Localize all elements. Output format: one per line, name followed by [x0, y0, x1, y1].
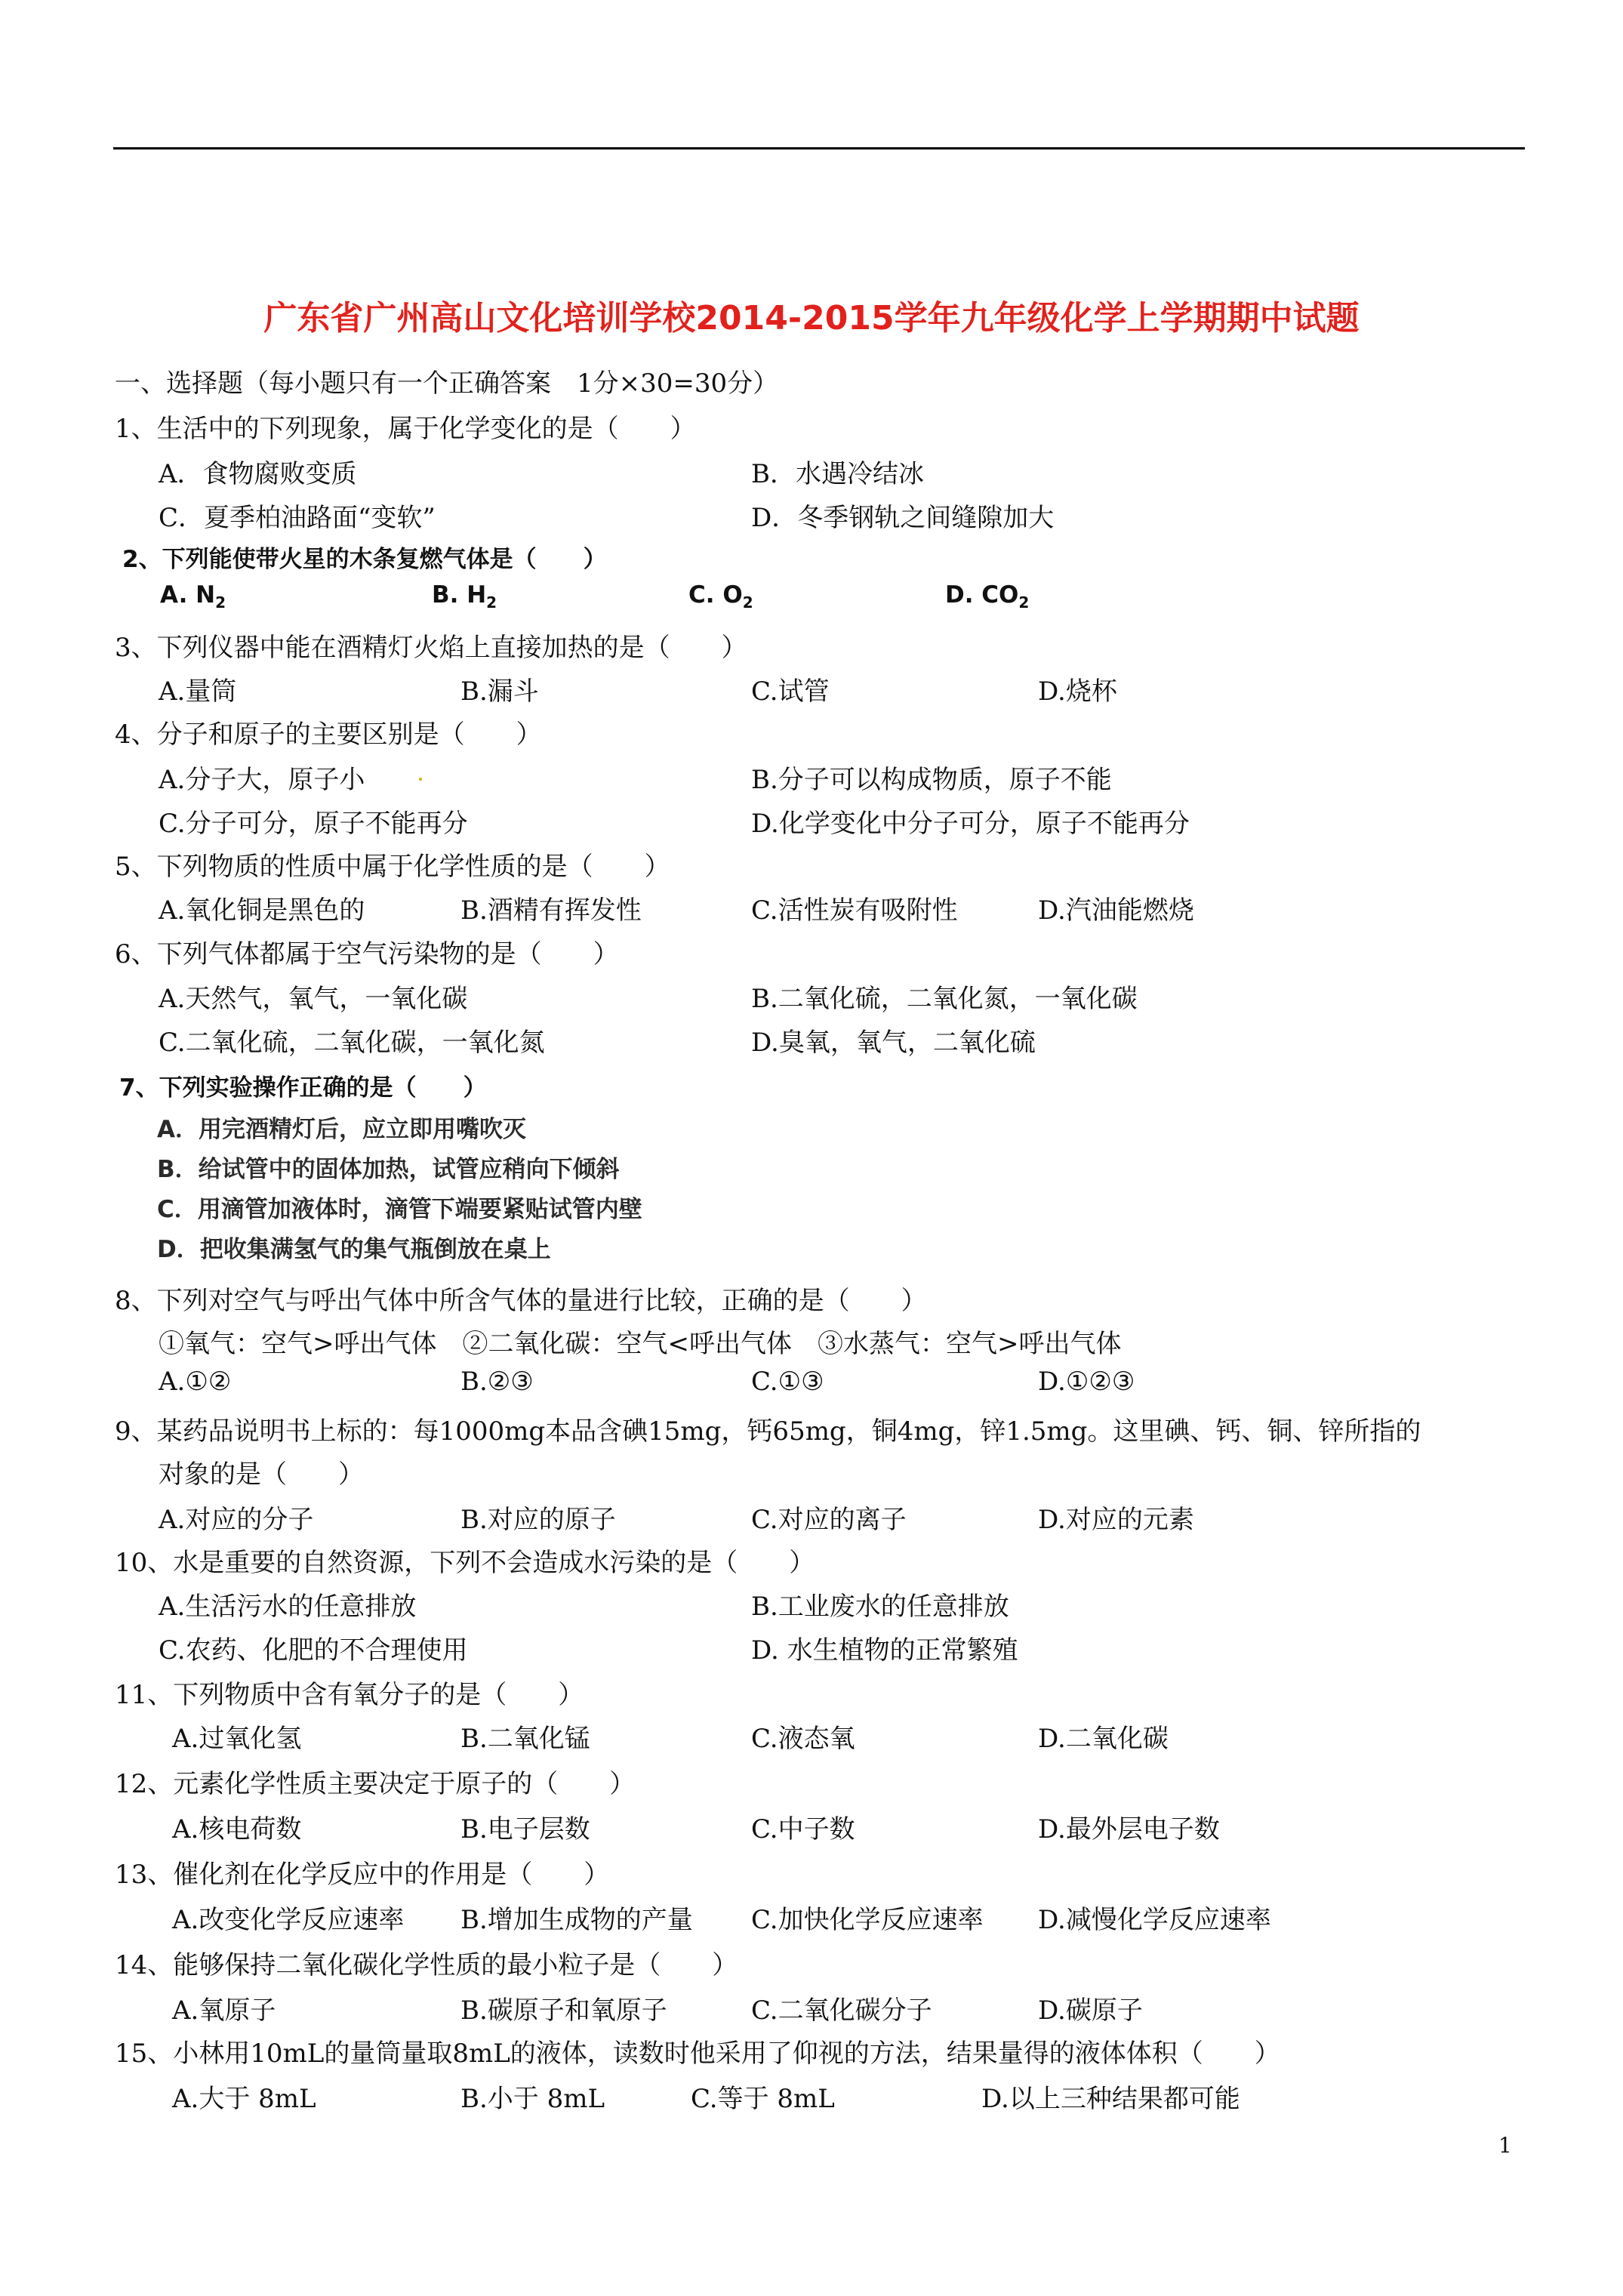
question-4-stem: 4、分子和原子的主要区别是（ ）: [115, 720, 542, 750]
question-1-option-d: D．冬季钢轨之间缝隙加大: [751, 503, 1055, 533]
question-8-option-d: D.①②③: [1038, 1367, 1135, 1397]
question-10-stem: 10、水是重要的自然资源，下列不会造成水污染的是（ ）: [115, 1548, 815, 1578]
question-3-option-d: D.烧杯: [1038, 676, 1117, 707]
question-7-option-b: B．给试管中的固体加热，试管应稍向下倾斜: [157, 1156, 620, 1183]
question-9-stem: 9、某药品说明书上标的：每1000mg本品含碘15mg，钙65mg，铜4mg，锌1.5mg。这里碘、钙、铜、锌所指的: [115, 1416, 1421, 1447]
question-13-option-b: B.增加生成物的产量: [460, 1905, 693, 1935]
question-5-stem: 5、下列物质的性质中属于化学性质的是（ ）: [115, 852, 670, 882]
question-11-option-c: C.液态氧: [751, 1724, 855, 1754]
question-3-option-a: A.量筒: [159, 676, 237, 707]
question-7-option-a: A．用完酒精灯后，应立即用嘴吹灭: [157, 1116, 526, 1143]
question-15-option-c: C.等于 8mL: [691, 2084, 835, 2114]
question-13-option-a: A.改变化学反应速率: [172, 1905, 405, 1935]
question-8-option-c: C.①③: [751, 1367, 824, 1397]
question-15-option-d: D.以上三种结果都可能: [981, 2084, 1240, 2114]
question-8-option-b: B.②③: [460, 1367, 534, 1397]
question-12-option-d: D.最外层电子数: [1038, 1814, 1220, 1845]
question-3-option-c: C.试管: [751, 676, 830, 707]
question-7-option-d: D．把收集满氢气的集气瓶倒放在桌上: [157, 1236, 551, 1263]
question-4-option-d: D.化学变化中分子可分，原子不能再分: [751, 809, 1190, 839]
question-6-option-b: B.二氧化硫，二氧化氮，一氧化碳: [751, 984, 1138, 1014]
question-14-option-a: A.氧原子: [172, 1996, 276, 2026]
question-8-statements: ①氧气：空气>呼出气体 ②二氧化碳：空气<呼出气体 ③水蒸气：空气>呼出气体: [159, 1329, 1122, 1359]
question-1-option-c: C．夏季柏油路面“变软”: [159, 503, 436, 533]
question-8-stem: 8、下列对空气与呼出气体中所含气体的量进行比较，正确的是（ ）: [115, 1286, 927, 1316]
question-3-option-b: B.漏斗: [460, 676, 539, 707]
question-13-option-d: D.减慢化学反应速率: [1038, 1905, 1271, 1935]
question-7-stem: 7、下列实验操作正确的是（ ）: [119, 1074, 487, 1102]
page-title: 广东省广州高山文化培训学校2014-2015学年九年级化学上学期期中试题: [263, 299, 1360, 337]
question-12-option-a: A.核电荷数: [172, 1814, 302, 1845]
question-5-option-c: C.活性炭有吸附性: [751, 895, 958, 926]
question-2-option-d: D. $CO_2$: [945, 581, 1030, 612]
question-10-option-b: B.工业废水的任意排放: [751, 1592, 1009, 1622]
question-15-stem: 15、小林用10mL的量筒量取8mL的液体，读数时他采用了仰视的方法，结果量得的液体体积（ ）: [115, 2039, 1280, 2069]
question-11-option-b: B.二氧化锰: [460, 1724, 590, 1754]
question-12-option-c: C.中子数: [751, 1814, 855, 1845]
question-5-option-a: A.氧化铜是黑色的: [159, 895, 365, 926]
question-13-stem: 13、催化剂在化学反应中的作用是（ ）: [115, 1860, 610, 1890]
question-5-option-b: B.酒精有挥发性: [460, 895, 642, 926]
question-1-option-a: A．食物腐败变质: [159, 459, 357, 489]
question-11-stem: 11、下列物质中含有氧分子的是（ ）: [115, 1680, 584, 1710]
question-4-option-c: C.分子可分，原子不能再分: [159, 809, 468, 839]
question-14-option-b: B.碳原子和氧原子: [460, 1996, 667, 2026]
question-3-stem: 3、下列仪器中能在酒精灯火焰上直接加热的是（ ）: [115, 633, 747, 663]
question-13-option-c: C.加快化学反应速率: [751, 1905, 984, 1935]
question-10-option-d: D. 水生植物的正常繁殖: [751, 1635, 1018, 1666]
question-1-stem: 1、生活中的下列现象，属于化学变化的是（ ）: [115, 414, 696, 444]
question-2-option-c: C. $O_2$: [688, 581, 753, 612]
question-15-option-b: B.小于 8mL: [460, 2084, 605, 2114]
question-1-option-b: B．水遇冷结冰: [751, 459, 924, 489]
question-11-option-a: A.过氧化氢: [172, 1724, 302, 1754]
question-6-option-a: A.天然气，氧气，一氧化碳: [159, 984, 468, 1014]
question-14-option-c: C.二氧化碳分子: [751, 1996, 932, 2026]
question-10-option-c: C.农药、化肥的不合理使用: [159, 1635, 468, 1666]
question-9-option-d: D.对应的元素: [1038, 1505, 1194, 1535]
question-9-option-b: B.对应的原子: [460, 1505, 616, 1535]
question-8-option-a: A.①②: [159, 1367, 232, 1397]
page-number: 1: [1498, 2133, 1512, 2158]
question-6-option-d: D.臭氧，氧气，二氧化硫: [751, 1028, 1036, 1058]
question-6-stem: 6、下列气体都属于空气污染物的是（ ）: [115, 939, 619, 969]
question-14-stem: 14、能够保持二氧化碳化学性质的最小粒子是（ ）: [115, 1950, 738, 1980]
question-5-option-d: D.汽油能燃烧: [1038, 895, 1194, 926]
question-4-option-a: A.分子大，原子小: [159, 765, 365, 795]
question-9-option-a: A.对应的分子: [159, 1505, 314, 1535]
question-12-stem: 12、元素化学性质主要决定于原子的（ ）: [115, 1769, 636, 1799]
question-11-option-d: D.二氧化碳: [1038, 1724, 1169, 1754]
question-2-option-b: B. $H_2$: [432, 581, 497, 612]
question-9-stem-cont: 对象的是（ ）: [159, 1459, 364, 1490]
header-rule: [113, 147, 1525, 149]
scan-speck: [419, 778, 422, 781]
question-4-option-b: B.分子可以构成物质，原子不能: [751, 765, 1112, 795]
question-7-option-c: C．用滴管加液体时，滴管下端要紧贴试管内壁: [157, 1196, 642, 1223]
question-10-option-a: A.生活污水的任意排放: [159, 1592, 417, 1622]
question-6-option-c: C.二氧化硫，二氧化碳，一氧化氮: [159, 1028, 545, 1058]
question-15-option-a: A.大于 8mL: [172, 2084, 316, 2114]
question-9-option-c: C.对应的离子: [751, 1505, 907, 1535]
question-2-stem: 2、下列能使带火星的木条复燃气体是（ ）: [122, 546, 607, 573]
question-2-option-a: A. $N_2$: [160, 581, 226, 612]
question-12-option-b: B.电子层数: [460, 1814, 590, 1845]
question-14-option-d: D.碳原子: [1038, 1996, 1143, 2026]
section-heading: 一、选择题（每小题只有一个正确答案 1分×30=30分）: [115, 368, 779, 399]
